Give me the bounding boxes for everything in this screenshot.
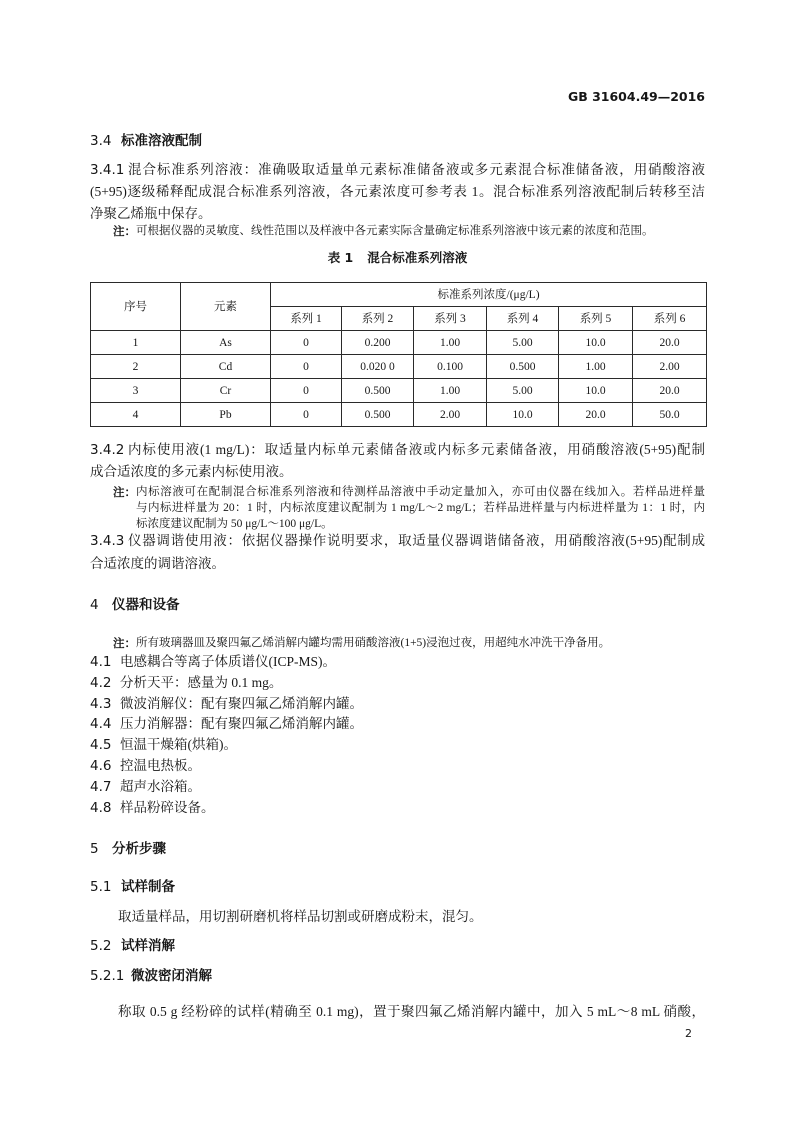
equipment-item-number: 4.3	[90, 695, 112, 712]
equipment-item-text: 恒温干燥箱(烘箱)。	[120, 737, 237, 753]
table-cell-value: 50.0	[633, 403, 707, 427]
section-number: 3.4	[90, 133, 112, 149]
table-cell-value: 1.00	[414, 379, 487, 403]
clause-number: 3.4.2	[90, 442, 125, 458]
section-title: 试样消解	[121, 938, 175, 954]
table-header-series-3: 系列 3	[414, 307, 487, 331]
table-cell-index: 4	[91, 403, 181, 427]
table-cell-value: 0	[271, 403, 342, 427]
table-cell-element: Cd	[181, 355, 271, 379]
table-cell-value: 0.500	[487, 355, 559, 379]
equipment-item	[90, 798, 363, 819]
table-cell-value: 0	[271, 379, 342, 403]
table-cell-value: 2.00	[633, 355, 707, 379]
equipment-item-text: 分析天平：感量为 0.1 mg。	[120, 674, 283, 690]
note-label: 注：	[113, 636, 136, 650]
table-row	[91, 403, 707, 427]
equipment-item	[90, 735, 363, 756]
table-cell-value: 1.00	[559, 355, 633, 379]
table-cell-value: 0.020 0	[342, 355, 414, 379]
table-cell-value: 10.0	[559, 379, 633, 403]
note-line: 内标溶液可在配制混合标准系列溶液和待测样品溶液中手动定量加入，亦可由仪器在线加入。若样品进样量	[136, 486, 705, 498]
clause-3-4-3	[90, 530, 705, 574]
paragraph-line-text: 仪器调谐使用液：依据仪器操作说明要求，取适量仪器调谐储备液，用硝酸溶液(5+95)配制成	[128, 533, 705, 548]
equipment-item	[90, 652, 363, 673]
table-header-index: 序号	[91, 283, 181, 331]
clause-3-4-1	[90, 159, 705, 225]
equipment-item-number: 4.8	[90, 799, 112, 816]
section-title: 仪器和设备	[112, 597, 180, 613]
equipment-item	[90, 714, 363, 735]
paragraph-first-line	[90, 159, 705, 181]
section-title: 分析步骤	[112, 841, 166, 857]
section-heading-5-2-1	[90, 965, 212, 987]
note-line: 标浓度建议配制为 50 μg/L～100 μg/L。	[136, 518, 333, 530]
section-number: 5.2	[90, 938, 112, 954]
table-cell-value: 1.00	[414, 331, 487, 355]
table-header-series-1: 系列 1	[271, 307, 342, 331]
paragraph-line: 合适浓度的调谐溶液。	[90, 555, 225, 571]
table-header-row	[91, 283, 707, 307]
table-header-series-4: 系列 4	[487, 307, 559, 331]
paragraph-line: 成合适浓度的多元素内标使用液。	[90, 464, 293, 479]
clause-5-1-text	[118, 906, 705, 928]
section-number: 5.1	[90, 879, 112, 895]
section-heading-3-4	[90, 130, 202, 152]
note-line: 与内标进样量为 20：1 时，内标浓度建议配制为 1 mg/L～2 mg/L；若样品进样量与内标进样量为 1：1 时，内	[136, 502, 705, 514]
table-cell-index: 2	[91, 355, 181, 379]
note-label: 注：	[113, 224, 136, 238]
section-number: 5	[90, 841, 99, 857]
note-body	[136, 223, 705, 239]
equipment-item-text: 微波消解仪：配有聚四氟乙烯消解内罐。	[120, 695, 363, 711]
table-header-concentration: 标准系列浓度/(μg/L)	[271, 283, 707, 307]
equipment-item	[90, 777, 363, 798]
table-caption-label: 表 1	[327, 250, 354, 265]
table-cell-element: As	[181, 331, 271, 355]
section-number: 5.2.1	[90, 968, 125, 984]
clause-5-2-1-text	[118, 1001, 705, 1023]
note-body	[136, 484, 705, 532]
table-cell-value: 0.500	[342, 403, 414, 427]
table-header-series-5: 系列 5	[559, 307, 633, 331]
note-body	[136, 635, 705, 651]
paragraph-line-text: 内标使用液(1 mg/L)：取适量内标单元素储备液或内标多元素储备液，用硝酸溶液(5+95)配制	[128, 442, 705, 457]
table-cell-value: 10.0	[559, 331, 633, 355]
table-cell-value: 10.0	[487, 403, 559, 427]
section-title: 标准溶液配制	[121, 133, 202, 149]
table-row	[91, 379, 707, 403]
equipment-item-text: 电感耦合等离子体质谱仪(ICP-MS)。	[120, 654, 337, 669]
note-3-4-2	[113, 484, 705, 532]
equipment-item	[90, 694, 363, 715]
equipment-item-number: 4.6	[90, 757, 112, 774]
table-cell-value: 20.0	[559, 403, 633, 427]
note-3-4-1	[113, 223, 705, 239]
equipment-item-number: 4.5	[90, 737, 112, 754]
clause-number: 3.4.3	[90, 533, 125, 549]
equipment-item-number: 4.1	[90, 654, 112, 670]
equipment-item-text: 样品粉碎设备。	[120, 799, 215, 815]
table-cell-value: 5.00	[487, 331, 559, 355]
table-1	[90, 282, 707, 427]
paragraph-line: 净聚乙烯瓶中保存。	[90, 206, 212, 221]
table-cell-index: 1	[91, 331, 181, 355]
table-header-element: 元素	[181, 283, 271, 331]
table-header-series-2: 系列 2	[342, 307, 414, 331]
table-cell-value: 0.100	[414, 355, 487, 379]
table-cell-index: 3	[91, 379, 181, 403]
section-heading-4	[90, 594, 180, 616]
paragraph-line-text: 混合标准系列溶液：准确吸取适量单元素标准储备液或多元素混合标准储备液，用硝酸溶液	[128, 162, 705, 177]
section-title: 微波密闭消解	[131, 968, 212, 984]
table-row	[91, 355, 707, 379]
table-cell-value: 2.00	[414, 403, 487, 427]
table-header-series-6: 系列 6	[633, 307, 707, 331]
table-cell-value: 5.00	[487, 379, 559, 403]
section-number: 4	[90, 597, 99, 613]
paragraph-first-line	[90, 439, 705, 461]
equipment-item-text: 控温电热板。	[120, 757, 201, 773]
clause-3-4-2	[90, 439, 705, 483]
table-cell-element: Pb	[181, 403, 271, 427]
note-line: 所有玻璃器皿及聚四氟乙烯消解内罐均需用硝酸溶液(1+5)浸泡过夜，用超纯水冲洗干净备用。	[136, 637, 611, 649]
table-cell-value: 0.500	[342, 379, 414, 403]
paragraph-line: 取适量样品，用切割研磨机将样品切割或研磨成粉末，混匀。	[118, 909, 483, 924]
equipment-item	[90, 756, 363, 777]
table-cell-element: Cr	[181, 379, 271, 403]
table-cell-value: 20.0	[633, 379, 707, 403]
equipment-item	[90, 673, 363, 694]
equipment-item-text: 压力消解器：配有聚四氟乙烯消解内罐。	[120, 716, 363, 732]
note-4	[113, 635, 705, 651]
table-cell-value: 0.200	[342, 331, 414, 355]
section-heading-5-1	[90, 876, 175, 898]
paragraph-line: (5+95)逐级稀释配成混合标准系列溶液，各元素浓度可参考表 1。混合标准系列溶液配制后转移至洁	[90, 184, 705, 199]
paragraph-line: 称取 0.5 g 经粉碎的试样(精确至 0.1 mg)，置于聚四氟乙烯消解内罐中，加入 5 mL～8 mL 硝酸，	[118, 1004, 705, 1019]
table-cell-value: 0	[271, 355, 342, 379]
section-heading-5-2	[90, 935, 175, 957]
paragraph-first-line	[90, 530, 705, 553]
section-heading-5	[90, 838, 166, 860]
note-line: 可根据仪器的灵敏度、线性范围以及样液中各元素实际含量确定标准系列溶液中该元素的浓度和范围。	[136, 225, 654, 237]
equipment-item-number: 4.7	[90, 778, 112, 795]
table-row	[91, 331, 707, 355]
page-number: 2	[685, 1027, 692, 1040]
table-cell-value: 20.0	[633, 331, 707, 355]
equipment-list	[90, 652, 363, 818]
equipment-item-number: 4.2	[90, 674, 112, 691]
note-label: 注：	[113, 485, 136, 499]
equipment-item-number: 4.4	[90, 716, 112, 733]
section-title: 试样制备	[121, 879, 175, 895]
standard-code: GB 31604.49—2016	[567, 89, 705, 104]
table-cell-value: 0	[271, 331, 342, 355]
clause-number: 3.4.1	[90, 162, 125, 178]
table-caption	[90, 247, 705, 269]
table-caption-title: 混合标准系列溶液	[367, 250, 468, 265]
equipment-item-text: 超声水浴箱。	[120, 778, 201, 794]
